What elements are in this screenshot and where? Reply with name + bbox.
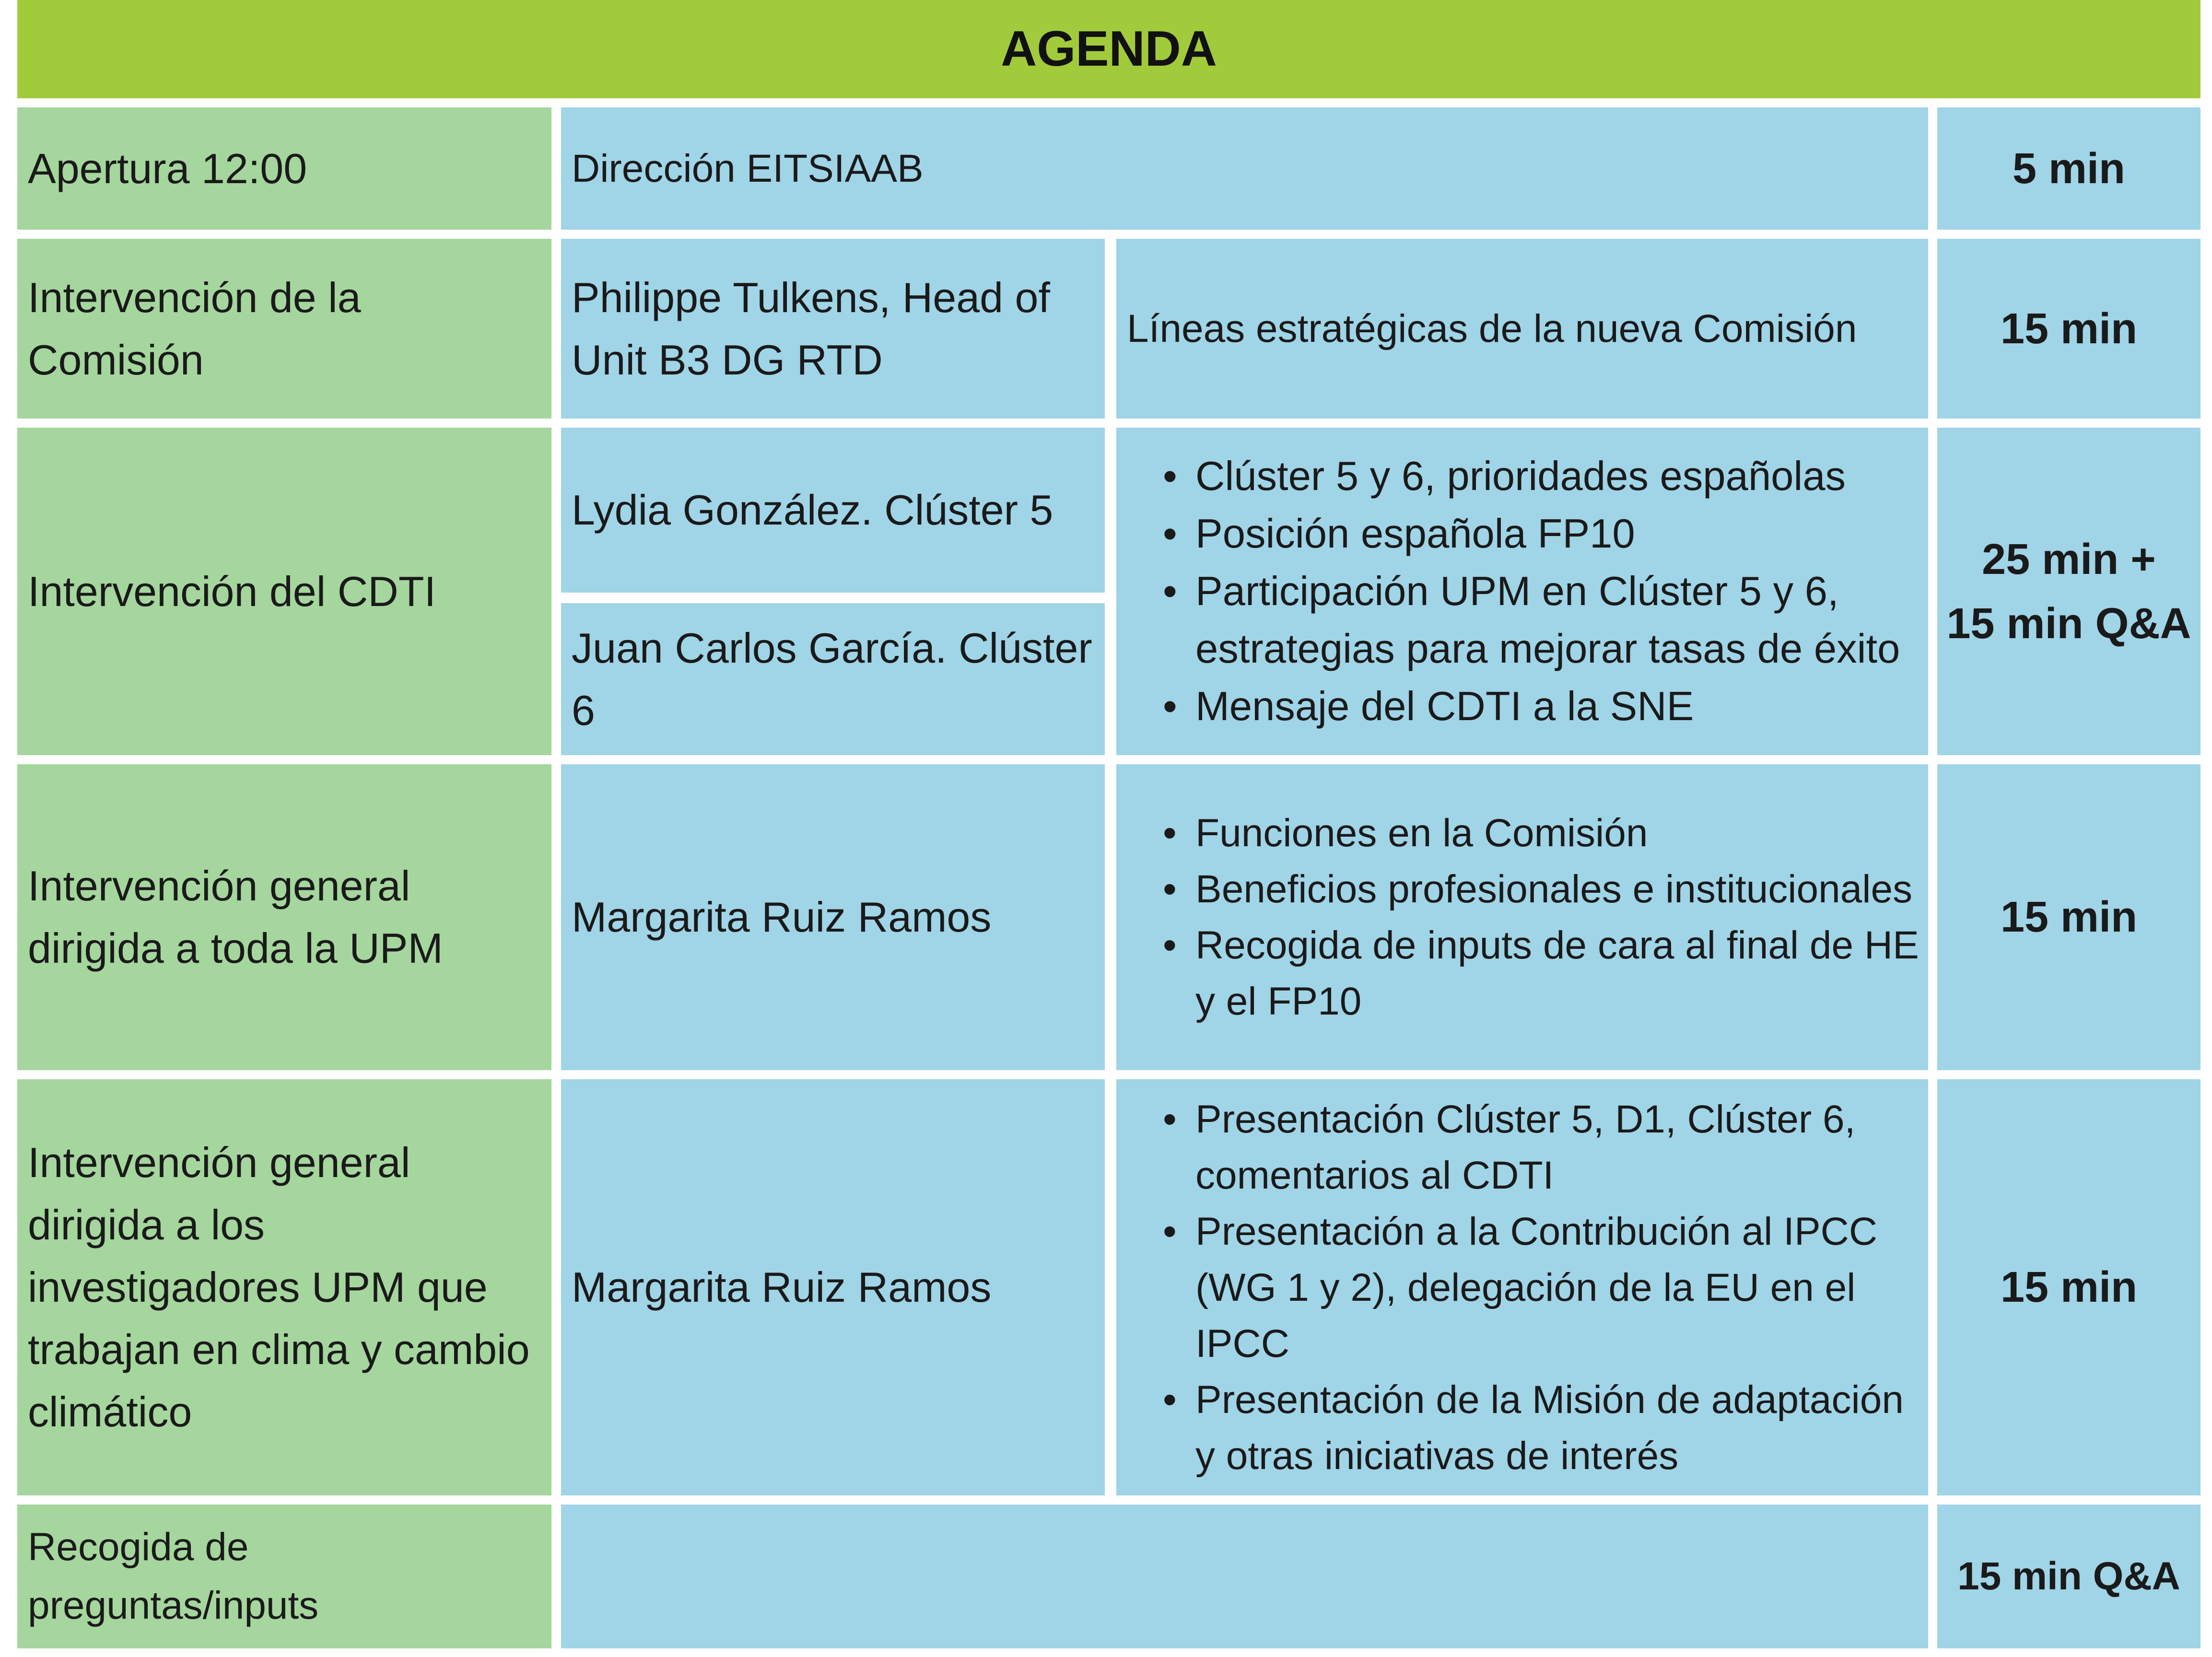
list-item: • Presentación Clúster 5, D1, Clúster 6, comentarios al CDTI — [1195, 1091, 1928, 1203]
list-item: • Mensaje del CDTI a la SNE — [1195, 678, 1928, 735]
row-apertura-duration: 5 min — [1937, 107, 2200, 230]
list-item: • Recogida de inputs de cara al final de HE y el FP10 — [1195, 917, 1928, 1029]
row-comision-label: Intervención de la Comisión — [17, 239, 551, 419]
row-cdti-topic-list — [1116, 448, 1928, 735]
row-clima-speaker: Margarita Ruiz Ramos — [561, 1079, 1105, 1495]
row-apertura-label: Apertura 12:00 — [17, 107, 551, 230]
row-preguntas-empty — [561, 1505, 1928, 1648]
row-upm-speaker: Margarita Ruiz Ramos — [561, 764, 1105, 1070]
row-upm-label: Intervención general dirigida a toda la UPM — [17, 764, 551, 1070]
row-comision-speaker: Philippe Tulkens, Head of Unit B3 DG RTD — [561, 239, 1105, 419]
list-item: • Presentación de la Misión de adaptación y otras iniciativas de interés — [1195, 1372, 1928, 1484]
list-item: • Participación UPM en Clúster 5 y 6, estrategias para mejorar tasas de éxito — [1195, 563, 1928, 678]
row-clima-label: Intervención general dirigida a los investigadores UPM que trabajan en clima y cambio climático — [17, 1079, 551, 1495]
row-cdti-label: Intervención del CDTI — [17, 428, 551, 755]
row-cdti-speaker-b: Juan Carlos García. Clúster 6 — [561, 603, 1105, 755]
agenda-title: AGENDA — [1001, 21, 1217, 77]
list-item: • Beneficios profesionales e institucionales — [1195, 861, 1928, 917]
row-apertura-speaker: Dirección EITSIAAB — [561, 107, 1928, 230]
list-item: • Posición española FP10 — [1195, 505, 1928, 563]
row-preguntas-label: Recogida de preguntas/inputs — [17, 1505, 551, 1648]
list-item: • Funciones en la Comisión — [1195, 805, 1928, 861]
row-upm-topic-list — [1116, 805, 1928, 1029]
row-clima-topics — [1116, 1079, 1928, 1495]
agenda-header — [17, 0, 2200, 98]
list-item: • Presentación a la Contribución al IPCC (WG 1 y 2), delegación de la EU en el IPCC — [1195, 1203, 1928, 1372]
row-clima-topic-list — [1116, 1091, 1928, 1484]
row-clima-duration: 15 min — [1937, 1079, 2200, 1495]
row-cdti-speaker-a: Lydia González. Clúster 5 — [561, 428, 1105, 593]
row-comision-duration: 15 min — [1937, 239, 2200, 419]
row-upm-duration: 15 min — [1937, 764, 2200, 1070]
row-preguntas-duration: 15 min Q&A — [1937, 1505, 2200, 1648]
list-item: • Clúster 5 y 6, prioridades españolas — [1195, 448, 1928, 505]
row-comision-topic: Líneas estratégicas de la nueva Comisión — [1116, 239, 1928, 419]
row-cdti-duration: 25 min + 15 min Q&A — [1937, 428, 2200, 755]
row-upm-topics — [1116, 764, 1928, 1070]
row-cdti-topics — [1116, 428, 1928, 755]
